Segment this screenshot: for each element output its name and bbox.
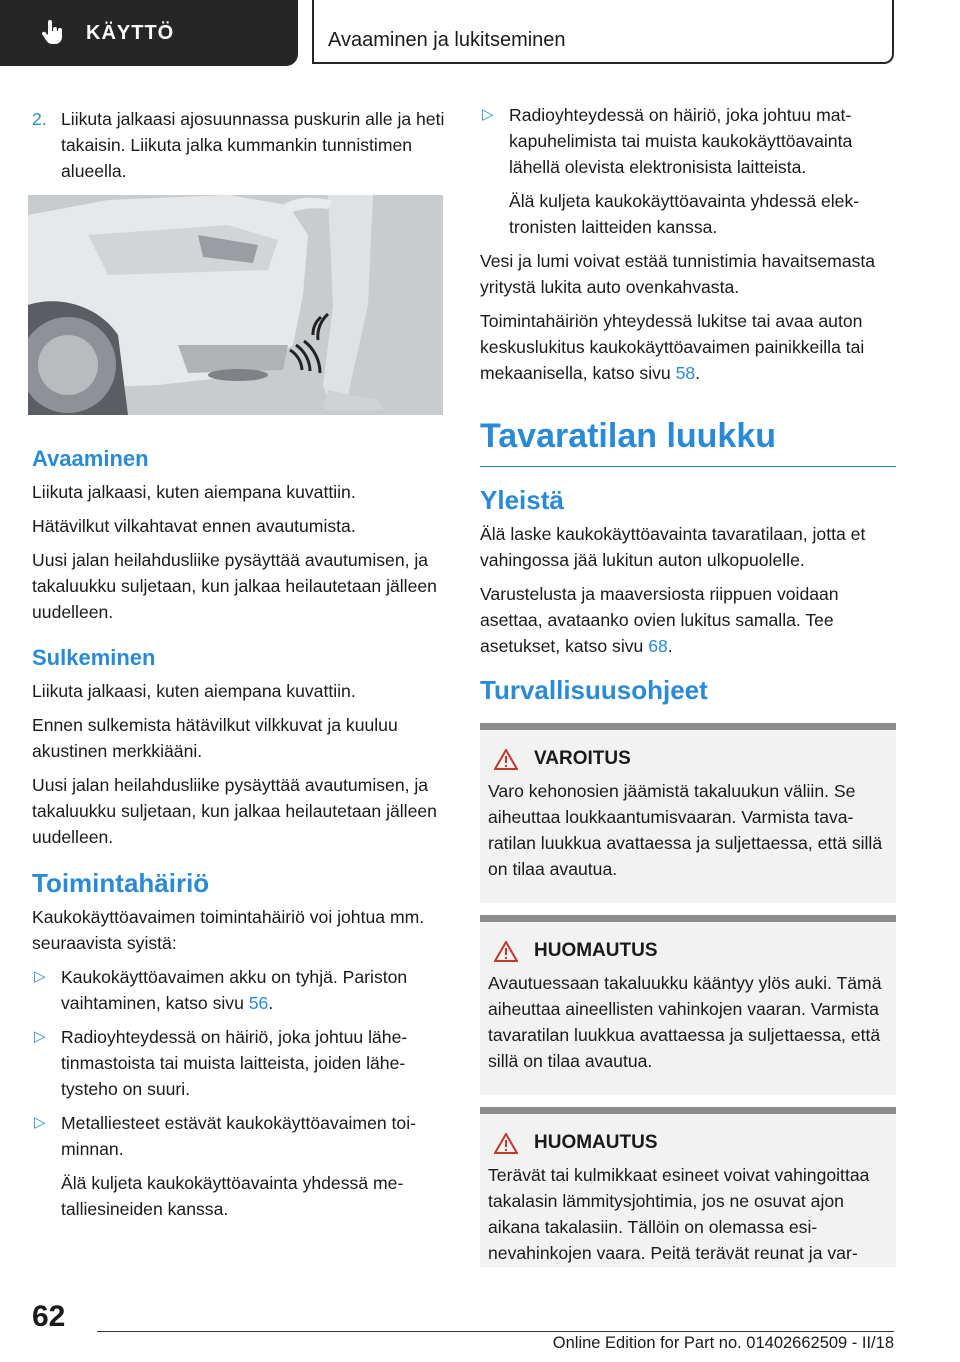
list-sub-item [480,188,896,240]
paragraph: Vesi ja lumi voivat estää tunnistimia havaitsemasta yritystä lukita auto ovenkahvasta. [480,251,876,297]
list-text: Radioyhteydessä on häiriö, joka johtuu matkapuhelimista tai muista kaukokäyttöavainta lähellä olevista elektronisista laitteista. [509,105,853,177]
paragraph: Liikuta jalkaasi, kuten aiempana kuvattiin. [32,482,356,502]
paragraph [480,308,896,386]
warning-box [480,723,896,903]
bullet-triangle-icon: ▷ [482,106,494,123]
heading-avaaminen: Avaaminen [32,446,149,471]
list-text: Kaukokäyttöavaimen akku on tyhjä. Pariston vaihtaminen, katso sivu [61,967,408,1013]
step-text: Liikuta jalkaasi ajosuunnassa puskurin alle ja heti takaisin. Liikuta jalka kummankin tunnistimen alueella. [61,109,445,181]
tailgate-sensor-illustration [28,195,443,415]
paragraph: Liikuta jalkaasi, kuten aiempana kuvattiin. [32,681,356,701]
paragraph [480,581,896,659]
heading-sulkeminen: Sulkeminen [32,645,156,670]
footer-rule [97,1331,894,1332]
page-link-56[interactable]: 56 [248,993,269,1013]
notice-text: Terävät tai kulmikkaat esineet voivat vahingoittaa takalasin lämmitysjohtimia, jos ne osuvat ajon aikana takalasiin. Tällöin on olemassa esinevahinkojen vaara. Peitä terävät reunat ja var- [488,1165,870,1263]
paragraph-text: Toimintahäiriön yhteydessä lukitse tai avaa auton keskuslukitus kaukokäyttöavaimen painikkeilla tai mekaanisella, katso sivu [480,311,865,383]
heading-yleista: Yleistä [480,485,564,515]
footer-edition: Online Edition for Part no. 01402662509 - II/18 [552,1334,894,1352]
notice-title-row [488,938,888,964]
bullet-triangle-icon: ▷ [34,968,46,985]
page-link-58[interactable]: 58 [675,363,696,383]
right-column [480,102,896,1267]
paragraph-end: . [667,636,673,656]
hand-pointer-icon [40,20,64,46]
heading-tavaratilan-luukku: Tavaratilan luukku [480,416,896,467]
list-subtext: Älä kuljeta kaukokäyttöavainta yhdessä metalliesineiden kanssa. [61,1173,404,1219]
paragraph: Hätävilkut vilkahtavat ennen avautumista. [32,516,356,536]
paragraph: Uusi jalan heilahdusliike pysäyttää avautumisen, ja takaluukku suljetaan, kun jalkaa heilautetaan jälleen uudelleen. [32,775,437,847]
notice-box [480,915,896,1095]
notice-title: HUOMAUTUS [534,1132,658,1153]
warning-text: Varo kehonosien jäämistä takaluukun väliin. Se aiheuttaa loukkaantumisvaaran. Varmista tavaratilan luukkua avattaessa ja suljettaessa, että sillä on tilaa avautua. [488,781,883,879]
notice-box [480,1107,896,1267]
bullet-triangle-icon: ▷ [34,1028,46,1045]
paragraph-end: . [695,363,701,383]
paragraph: Uusi jalan heilahdusliike pysäyttää avautumisen, ja takaluukku suljetaan, kun jalkaa heilautetaan jälleen uudelleen. [32,550,437,622]
heading-turvallisuusohjeet: Turvallisuusohjeet [480,675,708,705]
list-sub-item [32,1170,448,1222]
warning-triangle-icon [494,1133,518,1154]
list-text: Metalliesteet estävät kaukokäyttöavaimen toiminnan. [61,1113,416,1159]
step-number: 2. [32,109,47,129]
header-section-tab [0,0,298,66]
bullet-triangle-icon: ▷ [34,1114,46,1131]
list-item [480,102,896,180]
header-chapter-box [312,0,894,64]
list-item [32,1024,448,1102]
list-subtext: Älä kuljeta kaukokäyttöavainta yhdessä elektronisten laitteiden kanssa. [509,191,860,237]
notice-title: HUOMAUTUS [534,940,658,961]
warning-title-row [488,746,888,772]
paragraph-text: Varustelusta ja maaversiosta riippuen voidaan asettaa, avataanko ovien lukitus samalla. Tee asetukset, katso sivu [480,584,839,656]
page-number: 62 [32,1300,66,1333]
warning-title: VAROITUS [534,748,631,769]
warning-triangle-icon [494,941,518,962]
paragraph: Ennen sulkemista hätävilkut vilkkuvat ja kuuluu akustinen merkkiääni. [32,715,398,761]
list-item [32,1110,448,1162]
paragraph: Älä laske kaukokäyttöavainta tavaratilaan, jotta et vahingossa jää lukitun auton ulkopuolelle. [480,524,866,570]
section-title: KÄYTTÖ [86,21,175,44]
page-link-68[interactable]: 68 [648,636,668,656]
list-text-end: . [268,993,274,1013]
list-text: Radioyhteydessä on häiriö, joka johtuu lähetinmastoista tai muista laitteista, joiden lähetysteho on suuri. [61,1027,408,1099]
list-item [32,964,448,1016]
left-column-body [32,446,448,1230]
notice-text: Avautuessaan takaluukku kääntyy ylös auki. Tämä aiheuttaa aineellisten vahinkojen vaaran. Varmista tavaratilan luukkua avattaessa ja suljettaessa, että sillä on tilaa avautua. [488,973,882,1071]
chapter-title: Avaaminen ja lukitseminen [328,29,566,51]
warning-triangle-icon [494,749,518,770]
step-2 [32,106,448,184]
left-column [32,106,448,184]
notice-title-row [488,1130,888,1156]
paragraph: Kaukokäyttöavaimen toimintahäiriö voi johtua mm. seuraavista syistä: [32,907,425,953]
heading-toimintahairio: Toimintahäiriö [32,868,210,898]
